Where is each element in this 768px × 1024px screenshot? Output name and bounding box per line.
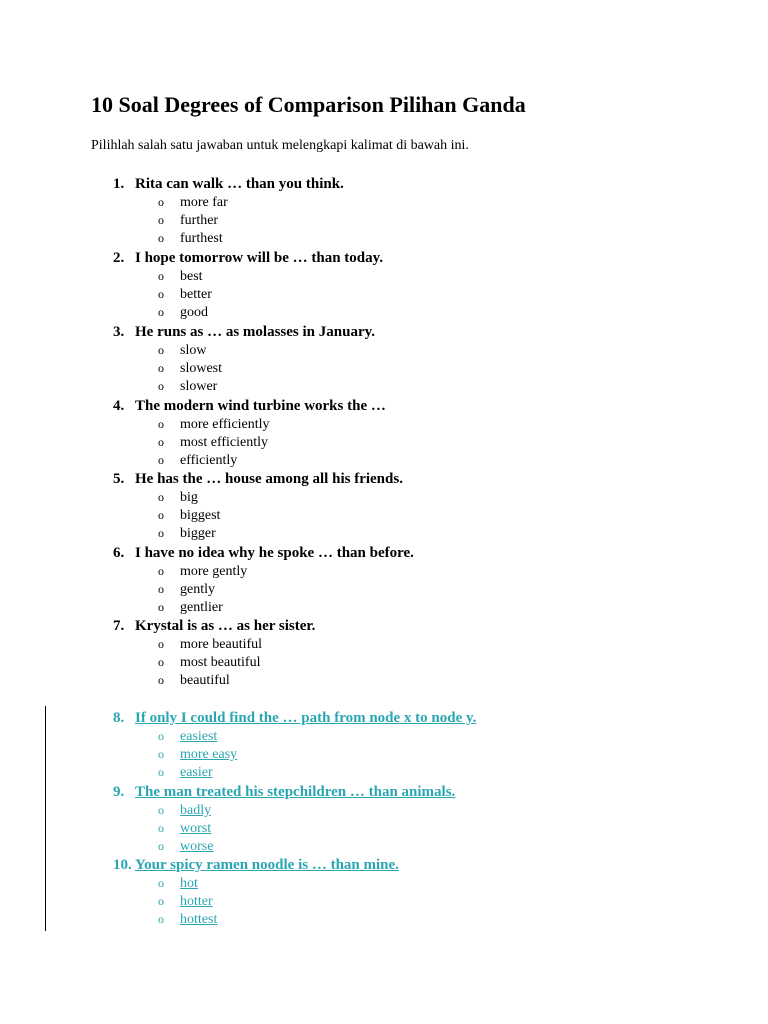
question-text: The man treated his stepchildren … than animals. (135, 784, 456, 800)
option-item (158, 745, 237, 763)
option-bullet: o (158, 582, 164, 596)
option-bullet: o (158, 803, 164, 817)
option-item (158, 267, 203, 285)
option-bullet: o (158, 490, 164, 504)
option-item (158, 211, 218, 229)
question-line (113, 469, 403, 489)
question-line (113, 322, 375, 342)
option-item (158, 892, 213, 910)
option-bullet: o (158, 305, 164, 319)
question-line (113, 855, 399, 875)
option-item (158, 229, 223, 247)
question-line (113, 248, 383, 268)
option-text: big (180, 490, 198, 505)
option-bullet: o (158, 453, 164, 467)
option-text: hottest (180, 912, 218, 927)
option-item (158, 377, 217, 395)
option-bullet: o (158, 821, 164, 835)
option-item (158, 488, 198, 506)
option-bullet: o (158, 213, 164, 227)
question-text: I hope tomorrow will be … than today. (135, 250, 384, 266)
question-line (113, 396, 386, 416)
option-bullet: o (158, 361, 164, 375)
option-item (158, 653, 261, 671)
question-text: Rita can walk … than you think. (135, 176, 344, 192)
option-bullet: o (158, 876, 164, 890)
question-text: The modern wind turbine works the … (135, 398, 386, 414)
option-bullet: o (158, 269, 164, 283)
option-bullet: o (158, 655, 164, 669)
question-number: 3. (113, 324, 125, 340)
option-item (158, 635, 262, 653)
option-item (158, 524, 216, 542)
option-text: best (180, 269, 203, 284)
option-text: more efficiently (180, 417, 270, 432)
question-text: If only I could find the … path from node x to node y. (135, 710, 477, 726)
question-number: 8. (113, 710, 125, 726)
option-item (158, 303, 208, 321)
option-text: slowest (180, 361, 222, 376)
option-item (158, 837, 213, 855)
option-text: slow (180, 343, 207, 358)
option-text: badly (180, 803, 212, 818)
option-text: more gently (180, 564, 248, 579)
option-item (158, 910, 217, 928)
option-bullet: o (158, 564, 164, 578)
option-text: better (180, 287, 212, 302)
option-bullet: o (158, 195, 164, 209)
option-text: good (180, 305, 208, 320)
option-text: efficiently (180, 453, 238, 468)
question-number: 2. (113, 250, 125, 266)
question-text: Krystal is as … as her sister. (135, 618, 316, 634)
question-text: He has the … house among all his friends. (135, 471, 403, 487)
option-bullet: o (158, 508, 164, 522)
option-text: bigger (180, 526, 216, 541)
option-bullet: o (158, 747, 164, 761)
option-text: gentlier (180, 600, 223, 615)
option-bullet: o (158, 526, 164, 540)
option-bullet: o (158, 765, 164, 779)
question-line (113, 543, 414, 563)
option-item (158, 562, 247, 580)
option-item (158, 763, 213, 781)
question-line (113, 708, 476, 728)
option-bullet: o (158, 287, 164, 301)
question-number: 7. (113, 618, 125, 634)
option-bullet: o (158, 343, 164, 357)
question-text: He runs as … as molasses in January. (135, 324, 376, 340)
instruction-text: Pilihlah salah satu jawaban untuk melengkapi kalimat di bawah ini. (91, 138, 469, 153)
question-text: Your spicy ramen noodle is … than mine. (135, 857, 399, 873)
option-item (158, 819, 211, 837)
option-text: furthest (180, 231, 223, 246)
option-bullet: o (158, 435, 164, 449)
question-line (113, 174, 344, 194)
page-title: 10 Soal Degrees of Comparison Pilihan Ganda (91, 92, 526, 117)
option-item (158, 415, 270, 433)
option-bullet: o (158, 673, 164, 687)
question-number: 6. (113, 545, 125, 561)
option-text: biggest (180, 508, 221, 523)
option-bullet: o (158, 417, 164, 431)
question-number: 5. (113, 471, 125, 487)
option-item (158, 671, 230, 689)
option-item (158, 874, 198, 892)
option-text: more beautiful (180, 637, 263, 652)
option-bullet: o (158, 637, 164, 651)
question-number: 1. (113, 176, 125, 192)
option-item (158, 341, 206, 359)
option-item (158, 433, 268, 451)
option-text: easier (180, 765, 213, 780)
option-text: hotter (180, 894, 213, 909)
option-bullet: o (158, 839, 164, 853)
option-bullet: o (158, 912, 164, 926)
option-item (158, 727, 217, 745)
question-text: I have no idea why he spoke … than before. (135, 545, 414, 561)
question-line (113, 782, 455, 802)
question-number: 9. (113, 784, 125, 800)
option-text: worst (180, 821, 212, 836)
option-bullet: o (158, 729, 164, 743)
option-item (158, 451, 237, 469)
option-bullet: o (158, 894, 164, 908)
option-text: further (180, 213, 219, 228)
option-item (158, 506, 220, 524)
option-text: worse (180, 839, 214, 854)
question-number: 10. (113, 857, 132, 873)
option-item (158, 598, 223, 616)
option-text: hot (180, 876, 198, 891)
option-text: most efficiently (180, 435, 268, 450)
option-item (158, 193, 228, 211)
option-text: slower (180, 379, 218, 394)
option-bullet: o (158, 231, 164, 245)
option-item (158, 801, 211, 819)
option-text: gently (180, 582, 215, 597)
option-text: most beautiful (180, 655, 261, 670)
option-text: more far (180, 195, 228, 210)
option-text: more easy (180, 747, 238, 762)
option-item (158, 285, 212, 303)
option-bullet: o (158, 379, 164, 393)
option-bullet: o (158, 600, 164, 614)
question-number: 4. (113, 398, 125, 414)
option-text: easiest (180, 729, 218, 744)
option-item (158, 580, 215, 598)
option-item (158, 359, 222, 377)
question-line (113, 616, 315, 636)
option-text: beautiful (180, 673, 230, 688)
